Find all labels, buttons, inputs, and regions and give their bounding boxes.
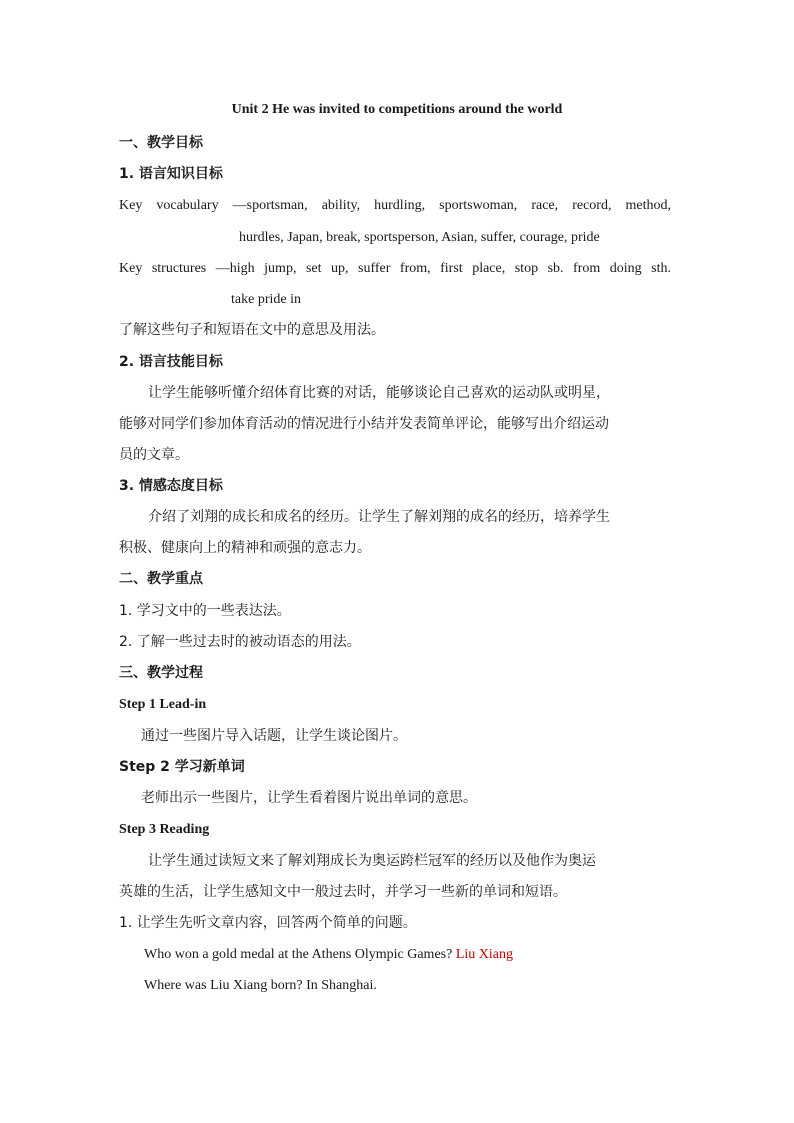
step-1-text: 通过一些图片导入话题，让学生谈论图片。 bbox=[141, 728, 407, 744]
step-2-text: 老师出示一些图片，让学生看着图片说出单词的意思。 bbox=[141, 790, 477, 806]
section-heading-objectives: 一、教学目标 bbox=[119, 135, 203, 151]
section-heading-process: 三、教学过程 bbox=[119, 665, 203, 681]
reading-item-1: 1. 让学生先听文章内容，回答两个简单的问题。 bbox=[119, 915, 417, 931]
skills-paragraph-line-2: 能够对同学们参加体育活动的情况进行小结并发表简单评论，能够写出介绍运动 bbox=[119, 416, 609, 432]
step-1-heading: Step 1 Lead-in bbox=[119, 697, 207, 712]
key-point-1: 1. 学习文中的一些表达法。 bbox=[119, 603, 291, 619]
key-point-2: 2. 了解一些过去时的被动语态的用法。 bbox=[119, 634, 361, 650]
attitude-paragraph-line-1: 介绍了刘翔的成长和成名的经历。让学生了解刘翔的成名的经历，培养学生 bbox=[148, 509, 610, 525]
subheading-skills: 2. 语言技能目标 bbox=[119, 354, 223, 370]
subheading-attitude: 3. 情感态度目标 bbox=[119, 478, 223, 494]
question-1 bbox=[144, 946, 513, 964]
reading-paragraph-line-2: 英雄的生活，让学生感知文中一般过去时，并学习一些新的单词和短语。 bbox=[119, 884, 567, 900]
question-2: Where was Liu Xiang born? In Shanghai. bbox=[144, 978, 377, 993]
vocab-line-2: hurdles, Japan, break, sportsperson, Asian, suffer, courage, pride bbox=[239, 230, 600, 245]
structure-line-1 bbox=[119, 260, 671, 278]
question-1-text: Who won a gold medal at the Athens Olympic Games? bbox=[144, 947, 453, 962]
skills-paragraph-line-1: 让学生能够听懂介绍体育比赛的对话，能够谈论自己喜欢的运动队或明星， bbox=[148, 385, 610, 401]
reading-paragraph-line-1: 让学生通过读短文来了解刘翔成长为奥运跨栏冠军的经历以及他作为奥运 bbox=[148, 853, 596, 869]
vocab-line-1 bbox=[119, 197, 671, 215]
understand-line: 了解这些句子和短语在文中的意思及用法。 bbox=[119, 322, 385, 338]
attitude-paragraph-line-2: 积极、健康向上的精神和顽强的意志力。 bbox=[119, 540, 371, 556]
structure-text-1: Key structures —high jump, set up, suffer from, first place, stop sb. from doing sth. bbox=[119, 261, 671, 276]
subheading-knowledge: 1. 语言知识目标 bbox=[119, 166, 223, 182]
step-2-heading: Step 2 学习新单词 bbox=[119, 759, 245, 775]
structure-line-2: take pride in bbox=[231, 292, 301, 307]
skills-paragraph-line-3: 员的文章。 bbox=[119, 447, 189, 463]
step-3-heading: Step 3 Reading bbox=[119, 822, 210, 837]
page-title: Unit 2 He was invited to competitions around the world bbox=[231, 102, 563, 117]
section-heading-key-points: 二、教学重点 bbox=[119, 571, 203, 587]
vocab-text-1: Key vocabulary —sportsman, ability, hurdling, sportswoman, race, record, method, bbox=[119, 198, 671, 213]
answer-1-text: Liu Xiang bbox=[455, 947, 513, 962]
